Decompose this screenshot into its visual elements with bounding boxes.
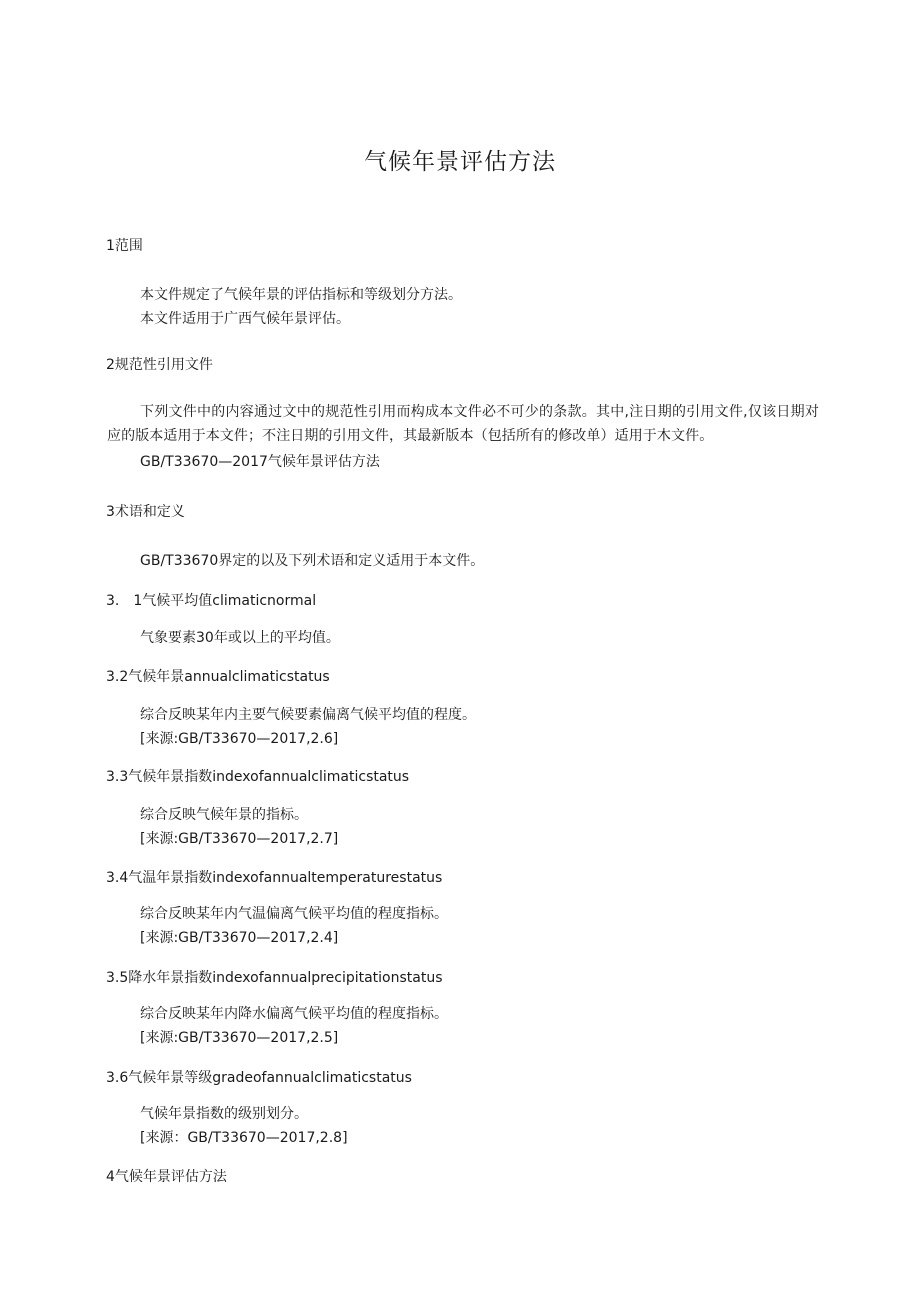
term-heading-3-4: 3.4气温年景指数indexofannualtemperaturestatus <box>106 870 443 886</box>
section-heading-terms-definitions: 3术语和定义 <box>106 504 185 520</box>
term-definition-3-1: 气象要素30年或以上的平均值。 <box>140 630 340 646</box>
term-definition-3-2: 综合反映某年内主要气候要素偏离气候平均值的程度。 <box>140 707 476 723</box>
scope-paragraph-1: 本文件规定了气候年景的评估指标和等级划分方法。 <box>140 287 462 303</box>
term-heading-3-6: 3.6气候年景等级gradeofannualclimaticstatus <box>106 1070 412 1086</box>
document-title: 气候年景评估方法 <box>364 149 556 175</box>
term-source-3-6: [来源：GB/T33670—2017,2.8] <box>140 1130 348 1146</box>
terms-intro-paragraph: GB/T33670界定的以及下列术语和定义适用于本文件。 <box>140 553 485 569</box>
term-heading-3-1: 3. 1气候平均值climaticnormal <box>106 593 317 609</box>
normative-reference-item: GB/T33670—2017气候年景评估方法 <box>140 454 380 470</box>
term-definition-3-6: 气候年景指数的级别划分。 <box>140 1106 308 1122</box>
term-definition-3-4: 综合反映某年内气温偏离气候平均值的程度指标。 <box>140 906 448 922</box>
normative-references-paragraph: 下列文件中的内容通过文中的规范性引用而构成本文件必不可少的条款。其中,注日期的引用文件,仅该日期对应的版本适用于本文件；不注日期的引用文件，其最新版本（包括所有的修改单）适用于木文件。 <box>107 404 819 444</box>
term-heading-3-2: 3.2气候年景annualclimaticstatus <box>106 669 330 685</box>
term-definition-3-3: 综合反映气候年景的指标。 <box>140 807 308 823</box>
term-heading-3-3: 3.3气候年景指数indexofannualclimaticstatus <box>106 769 410 785</box>
term-source-3-4: [来源:GB/T33670—2017,2.4] <box>140 930 339 946</box>
term-heading-3-5: 3.5降水年景指数indexofannualprecipitationstatus <box>106 970 443 986</box>
term-source-3-3: [来源:GB/T33670—2017,2.7] <box>140 831 339 847</box>
term-source-3-5: [来源:GB/T33670—2017,2.5] <box>140 1030 339 1046</box>
term-definition-3-5: 综合反映某年内降水偏离气候平均值的程度指标。 <box>140 1006 448 1022</box>
section-heading-normative-references: 2规范性引用文件 <box>106 357 213 373</box>
term-source-3-2: [来源:GB/T33670—2017,2.6] <box>140 731 339 747</box>
scope-paragraph-2: 本文件适用于广西气候年景评估。 <box>140 311 350 327</box>
section-heading-scope: 1范围 <box>106 238 143 254</box>
section-heading-assessment-method: 4气候年景评估方法 <box>106 1169 227 1185</box>
